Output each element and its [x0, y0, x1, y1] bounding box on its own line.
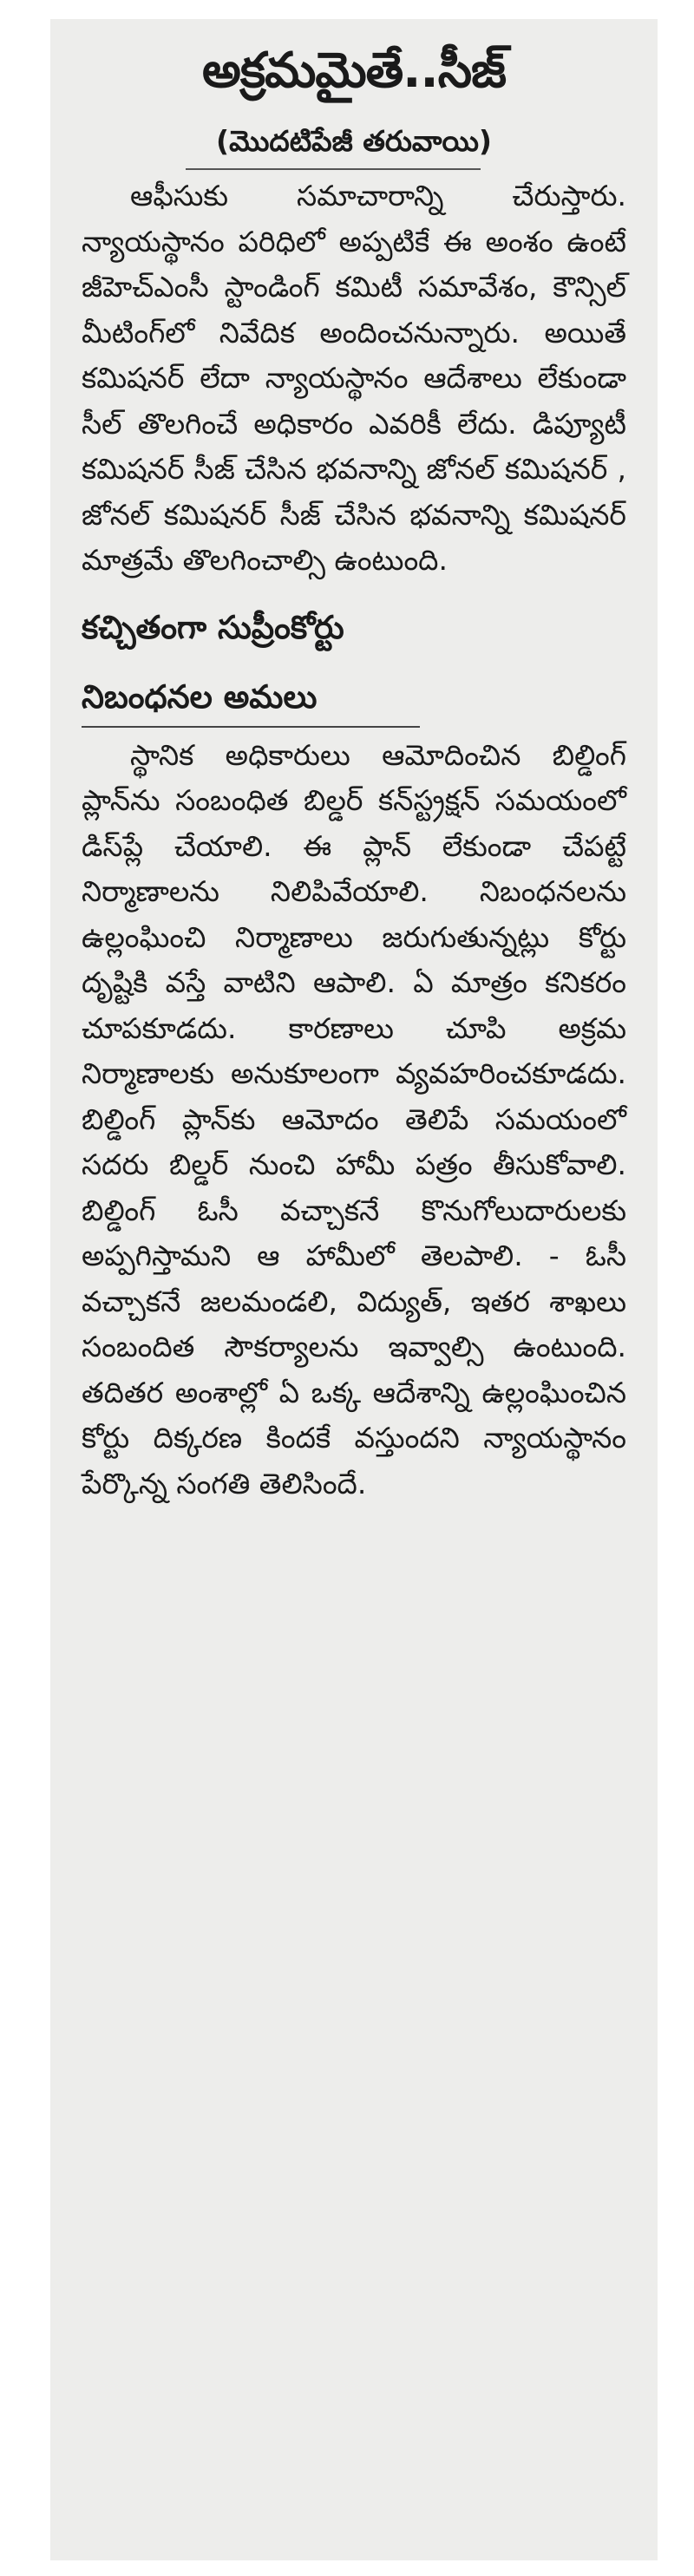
paragraph-2: స్థానిక అధికారులు ఆమోదించిన బిల్డింగ్ ప్లాన్‌ను సంబంధిత బిల్డర్ కన్‌స్ట్రక్షన్ సమయంలో డిస్‌ప్లే చేయాలి. ఈ ప్లాన్ లేకుండా చేపట్టే నిర్మాణాలను నిలిపివేయాలి. నిబంధనలను ఉల్లంఘించి నిర్మాణాలు జరుగుతున్నట్లు కోర్టు దృష్టికి వస్తే వాటిని ఆపాలి. ఏ మాత్రం కనికరం చూపకూడదు. కారణాలు చూపి అక్రమ నిర్మాణాలకు అనుకూలంగా వ్యవహరించకూడదు. బిల్డింగ్ ప్లాన్‌కు ఆమోదం తెలిపే సమయంలో సదరు బిల్డర్ నుంచి హామీ పత్రం తీసుకోవాలి. బిల్డింగ్ ఓసీ వచ్చాకనే కొనుగోలుదారులకు అప్పగిస్తామని ఆ హామీలో తెలపాలి. - ఓసీ వచ్చాకనే జలమండలి, విద్యుత్, ఇతర శాఖలు సంబందిత సౌకర్యాలను ఇవ్వాల్సి ఉంటుంది. తదితర అంశాల్లో ఏ ఒక్క ఆదేశాన్ని ఉల్లంఘించిన కోర్టు దిక్కరణ కిందకే వస్తుందని న్యాయస్థానం పేర్కొన్న సంగతి తెలిసిందే. [82, 737, 626, 1500]
continued-note: (మొదటిపేజీ తరువాయి) [215, 124, 493, 158]
subheading-2: నిబంధనల అమలు [82, 677, 318, 716]
headline: అక్రమమైతే..సీజ్ [202, 42, 506, 99]
paragraph-1: ఆఫీసుకు సమాచారాన్ని చేరుస్తారు. న్యాయస్థానం పరిధిలో అప్పటికే ఈ అంశం ఉంటే జీహెచ్ఎంసీ స్టాండింగ్ కమిటీ సమావేశం, కౌన్సిల్ మీటింగ్‌లో నివేదిక అందించనున్నారు. అయితే కమిషనర్ లేదా న్యాయస్థానం ఆదేశాలు లేకుండా సీల్ తొలగించే అధికారం ఎవరికీ లేదు. డిప్యూటీ కమిషనర్ సీజ్ చేసిన భవనాన్ని జోనల్ కమిషనర్ , జోనల్ కమిషనర్ సీజ్ చేసిన భవనాన్ని కమిషనర్ మాత్రమే తొలగించాల్సి ఉంటుంది. [82, 179, 626, 577]
subheading-1: కచ్చితంగా సుప్రీంకోర్టు [82, 608, 344, 646]
subheading-rule [82, 726, 420, 728]
divider-rule [186, 168, 481, 170]
news-clipping [50, 19, 658, 2560]
